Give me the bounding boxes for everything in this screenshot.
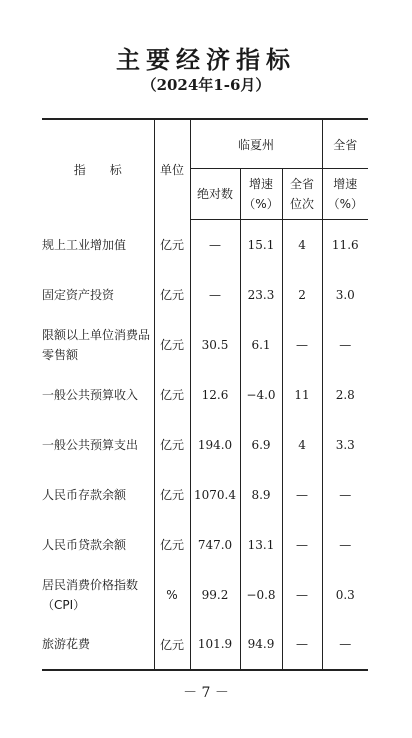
absolute-value-cell: 101.9 <box>190 620 240 670</box>
unit-cell: 亿元 <box>154 220 190 270</box>
province-rank-cell: — <box>282 320 322 370</box>
growth-rate-cell: 94.9 <box>240 620 282 670</box>
table-row <box>42 520 368 570</box>
unit-cell: 亿元 <box>154 470 190 520</box>
header-indicator: 指 标 <box>42 119 154 220</box>
table-row <box>42 220 368 270</box>
indicator-name-cell: 人民币贷款余额 <box>42 520 154 570</box>
growth-rate-cell: 15.1 <box>240 220 282 270</box>
indicator-name-cell: 限额以上单位消费品零售额 <box>42 320 154 370</box>
province-growth-cell: 11.6 <box>322 220 368 270</box>
absolute-value-cell: 30.5 <box>190 320 240 370</box>
absolute-value-cell: 1070.4 <box>190 470 240 520</box>
indicator-name-cell: 规上工业增加值 <box>42 220 154 270</box>
unit-cell: 亿元 <box>154 620 190 670</box>
indicator-name-cell: 一般公共预算收入 <box>42 370 154 420</box>
province-rank-cell: — <box>282 470 322 520</box>
header-absolute: 绝对数 <box>190 169 240 220</box>
province-growth-cell: 3.3 <box>322 420 368 470</box>
page-subtitle: （2024年1-6月） <box>141 76 271 94</box>
province-growth-cell: — <box>322 620 368 670</box>
growth-rate-cell: −0.8 <box>240 570 282 620</box>
indicator-name-cell: 旅游花费 <box>42 620 154 670</box>
absolute-value-cell: 99.2 <box>190 570 240 620</box>
page-number: － 7 － <box>183 685 229 701</box>
absolute-value-cell: — <box>190 270 240 320</box>
absolute-value-cell: — <box>190 220 240 270</box>
indicator-name-cell: 人民币存款余额 <box>42 470 154 520</box>
province-rank-cell: — <box>282 570 322 620</box>
header-unit: 单位 <box>154 119 190 220</box>
table-row <box>42 320 368 370</box>
province-growth-cell: — <box>322 470 368 520</box>
economic-indicators-table <box>42 118 368 671</box>
absolute-value-cell: 747.0 <box>190 520 240 570</box>
province-rank-cell: — <box>282 620 322 670</box>
unit-cell: 亿元 <box>154 370 190 420</box>
header-growth: 增速 （%） <box>240 169 282 220</box>
province-rank-cell: 11 <box>282 370 322 420</box>
header-region: 临夏州 <box>190 119 322 169</box>
province-growth-cell: — <box>322 520 368 570</box>
table-row <box>42 270 368 320</box>
table-row <box>42 470 368 520</box>
growth-rate-cell: −4.0 <box>240 370 282 420</box>
table-body <box>42 220 368 670</box>
header-province: 全省 <box>322 119 368 169</box>
unit-cell: 亿元 <box>154 420 190 470</box>
absolute-value-cell: 194.0 <box>190 420 240 470</box>
unit-cell: 亿元 <box>154 320 190 370</box>
province-growth-cell: 2.8 <box>322 370 368 420</box>
province-rank-cell: 2 <box>282 270 322 320</box>
growth-rate-cell: 23.3 <box>240 270 282 320</box>
indicator-name-cell: 固定资产投资 <box>42 270 154 320</box>
unit-cell: 亿元 <box>154 270 190 320</box>
header-rank: 全省 位次 <box>282 169 322 220</box>
growth-rate-cell: 8.9 <box>240 470 282 520</box>
province-rank-cell: — <box>282 520 322 570</box>
growth-rate-cell: 13.1 <box>240 520 282 570</box>
header-province-growth: 增速 （%） <box>322 169 368 220</box>
page-title: 主要经济指标 <box>116 45 296 74</box>
province-growth-cell: 0.3 <box>322 570 368 620</box>
province-rank-cell: 4 <box>282 220 322 270</box>
table-row <box>42 370 368 420</box>
province-rank-cell: 4 <box>282 420 322 470</box>
table-row <box>42 570 368 620</box>
unit-cell: 亿元 <box>154 520 190 570</box>
absolute-value-cell: 12.6 <box>190 370 240 420</box>
unit-cell: % <box>154 570 190 620</box>
growth-rate-cell: 6.9 <box>240 420 282 470</box>
indicator-name-cell: 居民消费价格指数（CPI） <box>42 570 154 620</box>
growth-rate-cell: 6.1 <box>240 320 282 370</box>
province-growth-cell: — <box>322 320 368 370</box>
province-growth-cell: 3.0 <box>322 270 368 320</box>
indicator-name-cell: 一般公共预算支出 <box>42 420 154 470</box>
table-row <box>42 420 368 470</box>
table-row <box>42 620 368 670</box>
